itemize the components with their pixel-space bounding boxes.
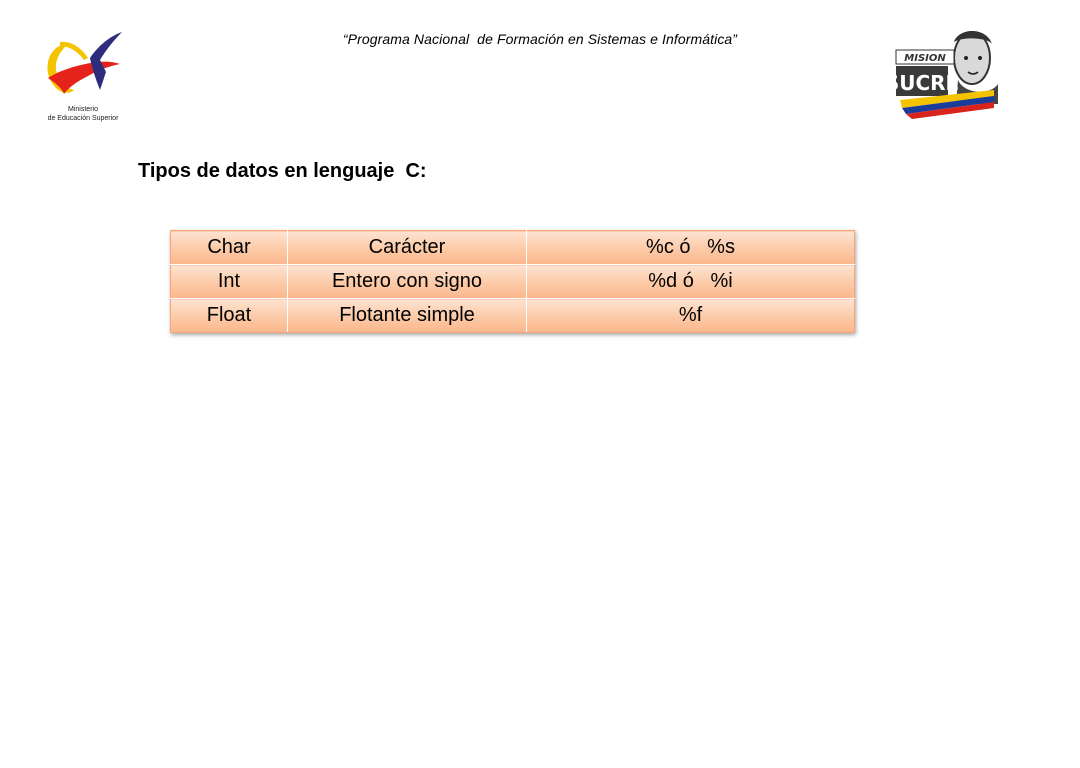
- sucre-text: SUCRE: [884, 71, 960, 95]
- type-cell: Int: [171, 265, 288, 299]
- table-row: [171, 265, 855, 299]
- description-cell: Entero con signo: [288, 265, 527, 299]
- program-title: “Programa Nacional de Formación en Sistemas e Informática”: [342, 31, 738, 47]
- ministry-line-2: de Educación Superior: [47, 115, 119, 122]
- slide-title: Tipos de datos en lenguaje C:: [138, 160, 427, 182]
- mision-sucre-logo-icon: [884, 24, 1002, 120]
- mision-text: MISION: [904, 53, 946, 64]
- type-cell: Float: [171, 299, 288, 333]
- table-row: [171, 231, 855, 265]
- ministry-logo-icon: [40, 28, 130, 104]
- format-cell: %f: [527, 299, 855, 333]
- description-cell: Carácter: [288, 231, 527, 265]
- table-row: [171, 299, 855, 333]
- data-types-table: [170, 230, 855, 333]
- ministry-logo: [40, 28, 130, 130]
- format-cell: %c ó %s: [527, 231, 855, 265]
- mision-sucre-logo: [884, 24, 1002, 120]
- ministry-line-1: Ministerio: [68, 106, 98, 113]
- format-cell: %d ó %i: [527, 265, 855, 299]
- type-cell: Char: [171, 231, 288, 265]
- description-cell: Flotante simple: [288, 299, 527, 333]
